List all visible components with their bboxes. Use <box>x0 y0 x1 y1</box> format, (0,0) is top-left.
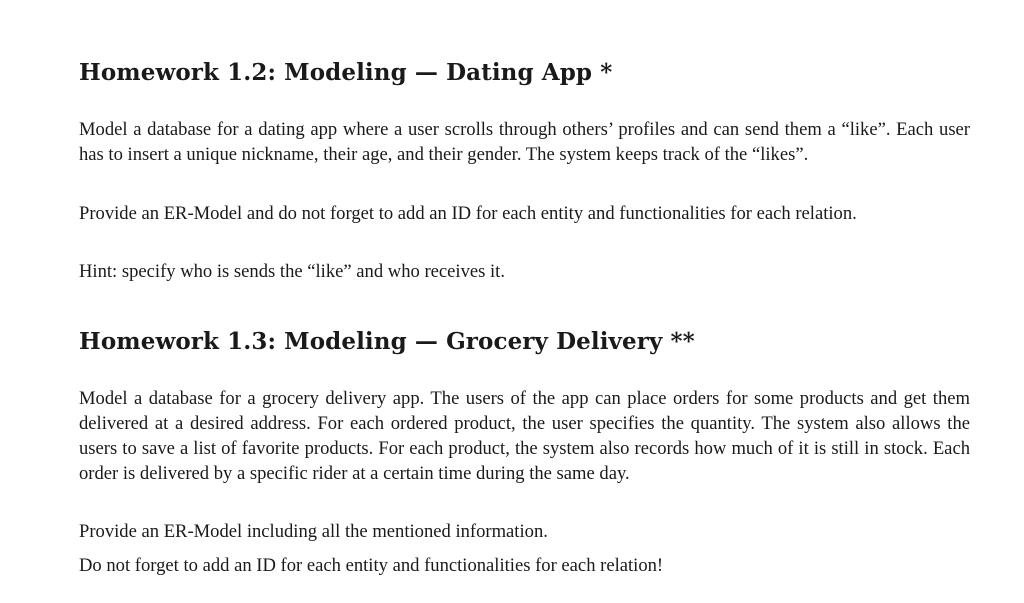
homework-1-2-title: Homework 1.2: Modeling — Dating App * <box>79 59 613 86</box>
homework-1-3-title: Homework 1.3: Modeling — Grocery Delivery ** <box>79 328 695 355</box>
homework-1-3-description: Model a database for a grocery delivery app. The users of the app can place orders for some products and get them delivered at a desired address. For each ordered product, the user specifies the quantity. The system also allows the users to save a list of favorite products. For each product, the system also records how much of it is still in stock. Each order is delivered by a specific rider at a certain time during the same day. <box>79 388 970 484</box>
homework-1-3-instructions: Provide an ER-Model including all the mentioned information. <box>79 521 548 542</box>
homework-1-2-hint: Hint: specify who is sends the “like” and who receives it. <box>79 261 505 282</box>
homework-1-2-instructions: Provide an ER-Model and do not forget to add an ID for each entity and functionalities for each relation. <box>79 203 857 224</box>
homework-1-3-reminder: Do not forget to add an ID for each entity and functionalities for each relation! <box>79 555 664 576</box>
homework-1-2-description: Model a database for a dating app where a user scrolls through others’ profiles and can send them a “like”. Each user has to insert a unique nickname, their age, and their gender. The system keeps track of the “likes”. <box>79 119 970 165</box>
